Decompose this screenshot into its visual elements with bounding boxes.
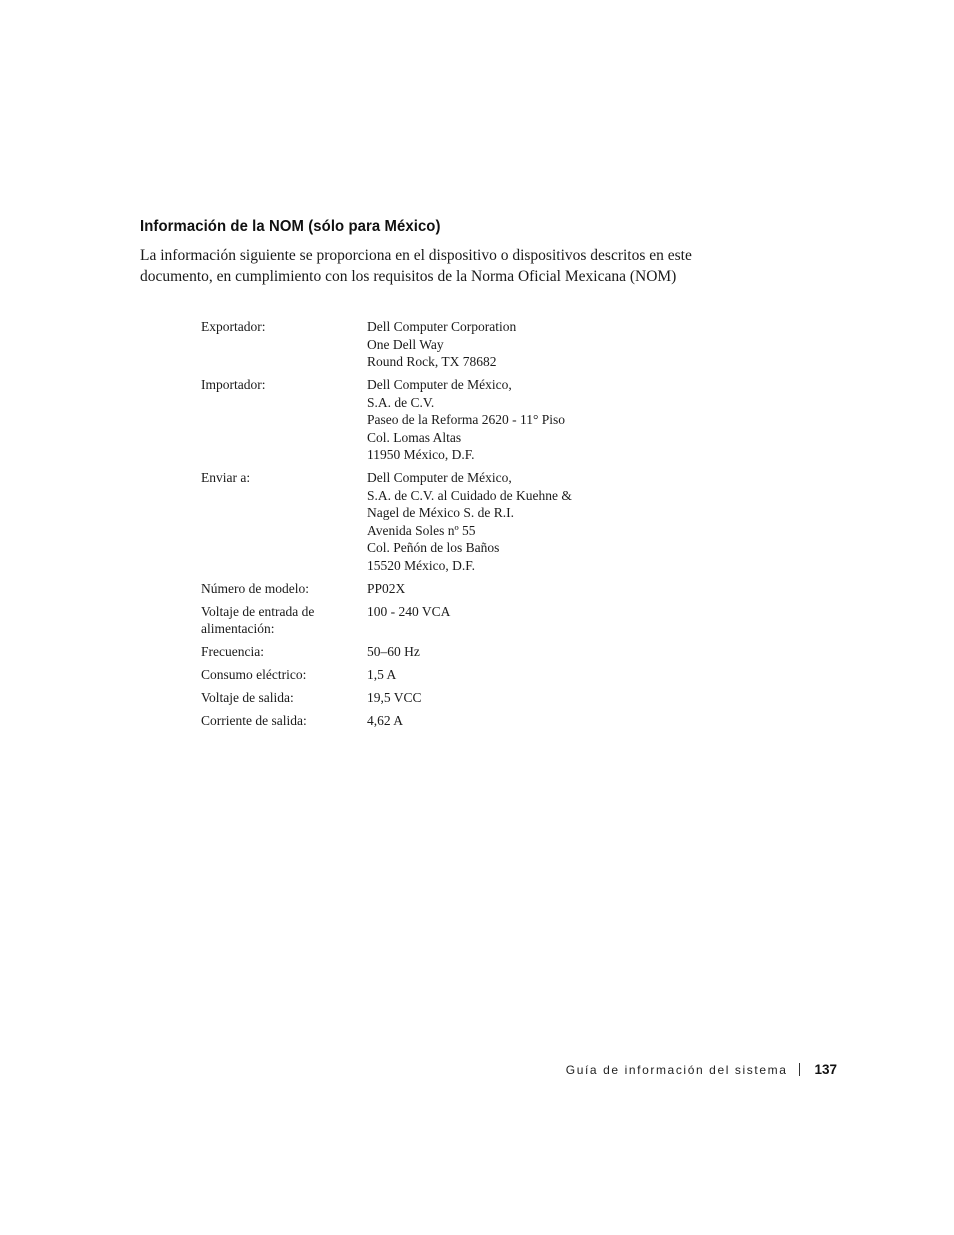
- spec-label: [201, 469, 367, 574]
- spec-value-line: 4,62 A: [367, 713, 404, 728]
- spec-value-line: 50–60 Hz: [367, 644, 420, 659]
- nom-spec-table: [201, 318, 621, 735]
- intro-paragraph: [140, 245, 740, 287]
- spec-value: [367, 603, 621, 638]
- spec-value-line: Dell Computer de México,: [367, 377, 512, 392]
- spec-label: [201, 666, 367, 684]
- spec-label-line: alimentación:: [201, 621, 275, 636]
- spec-value-line: 100 - 240 VCA: [367, 603, 451, 619]
- spec-value-line: Round Rock, TX 78682: [367, 354, 497, 369]
- spec-value-line: 19,5 VCC: [367, 690, 422, 705]
- spec-label-line: Enviar a:: [201, 470, 251, 485]
- intro-line: documento, en cumplimiento con los requisitos de la Norma Oficial Mexicana (NOM): [140, 268, 677, 285]
- spec-value-line: Dell Computer de México,: [367, 470, 512, 485]
- spec-label: [201, 318, 367, 371]
- spec-value-line: Avenida Soles nº 55: [367, 522, 476, 538]
- spec-value-line: Dell Computer Corporation: [367, 319, 517, 334]
- spec-row: [201, 603, 621, 638]
- spec-value: [367, 580, 621, 598]
- spec-row: [201, 689, 621, 707]
- spec-value: [367, 689, 621, 707]
- spec-row: [201, 469, 621, 574]
- spec-label-line: Exportador:: [201, 319, 266, 334]
- spec-row: [201, 580, 621, 598]
- spec-label: [201, 689, 367, 707]
- spec-value: [367, 666, 621, 684]
- page-footer: [566, 1062, 837, 1077]
- footer-separator: [799, 1063, 800, 1076]
- spec-value-line: S.A. de C.V.: [367, 394, 435, 410]
- spec-label-line: Consumo eléctrico:: [201, 667, 307, 682]
- spec-value-line: S.A. de C.V. al Cuidado de Kuehne &: [367, 487, 572, 503]
- spec-row: [201, 643, 621, 661]
- intro-line: La información siguiente se proporciona en el dispositivo o dispositivos descritos en este: [140, 247, 692, 264]
- spec-value-line: Paseo de la Reforma 2620 - 11° Piso: [367, 412, 565, 427]
- spec-label: [201, 643, 367, 661]
- spec-row: [201, 376, 621, 464]
- spec-label-line: Voltaje de salida:: [201, 690, 294, 705]
- spec-label: [201, 603, 367, 638]
- page-number: 137: [814, 1062, 837, 1077]
- spec-value-line: 15520 México, D.F.: [367, 557, 476, 573]
- spec-label-line: Número de modelo:: [201, 580, 309, 596]
- spec-label-line: Importador:: [201, 377, 266, 392]
- spec-value: [367, 376, 621, 464]
- spec-label: [201, 376, 367, 464]
- spec-row: [201, 318, 621, 371]
- spec-value: [367, 318, 621, 371]
- spec-label-line: Corriente de salida:: [201, 713, 307, 728]
- spec-label: [201, 580, 367, 598]
- spec-row: [201, 712, 621, 730]
- spec-row: [201, 666, 621, 684]
- footer-document-title: Guía de información del sistema: [565, 1062, 788, 1077]
- spec-label-line: Frecuencia:: [201, 644, 264, 659]
- spec-value-line: Col. Peñón de los Baños: [367, 540, 500, 555]
- spec-label: [201, 712, 367, 730]
- spec-value-line: Col. Lomas Altas: [367, 429, 462, 445]
- spec-value: [367, 712, 621, 730]
- spec-value-line: 11950 México, D.F.: [367, 447, 475, 462]
- spec-label-line: Voltaje de entrada de: [201, 603, 315, 619]
- spec-value: [367, 469, 621, 574]
- spec-value-line: One Dell Way: [367, 336, 444, 352]
- section-heading: Información de la NOM (sólo para México): [140, 218, 441, 235]
- spec-value: [367, 643, 621, 661]
- spec-value-line: 1,5 A: [367, 667, 397, 682]
- spec-value-line: PP02X: [367, 580, 406, 596]
- spec-value-line: Nagel de México S. de R.I.: [367, 505, 514, 520]
